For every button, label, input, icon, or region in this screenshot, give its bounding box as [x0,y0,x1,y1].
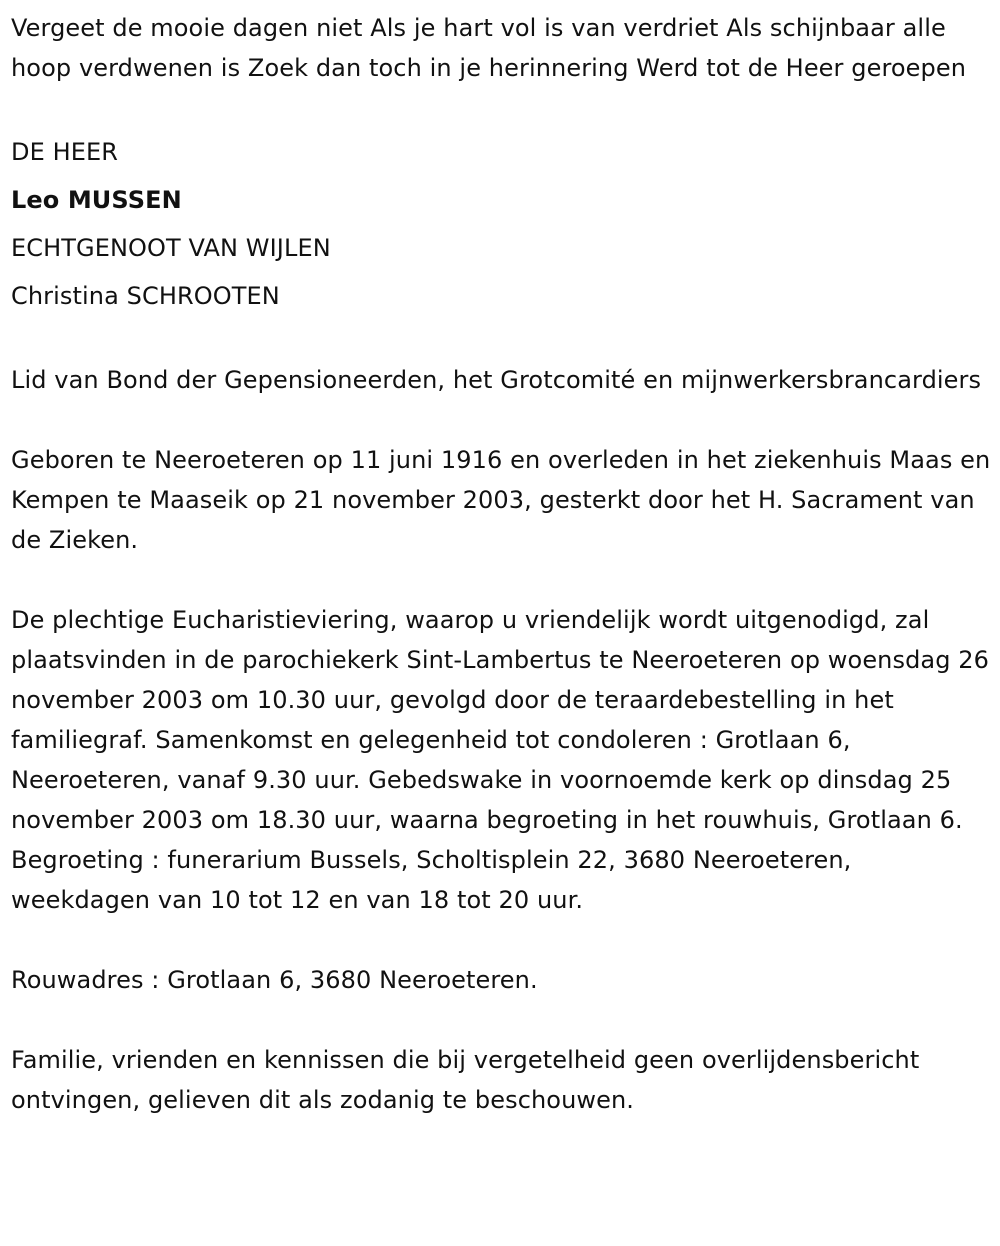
spacer [11,320,991,360]
spacer [11,88,991,128]
closing-paragraph: Familie, vrienden en kennissen die bij vergetelheid geen overlijdensbericht ontvingen, gelieven dit als zodanig te beschouwen. [11,1046,920,1114]
ceremony-paragraph: De plechtige Eucharistieviering, waarop u vriendelijk wordt uitgenodigd, zal plaatsvinden in de parochiekerk Sint-Lambertus te Neeroeteren op woensdag 26 november 2003 om 10.30 uur, gevolgd door de teraardebestelling in het familiegraf. Samenkomst en gelegenheid tot condoleren : Grotlaan 6, Neeroeteren, vanaf 9.30 uur. Gebedswake in voornoemde kerk op dinsdag 25 november 2003 om 18.30 uur, waarna begroeting in het rouwhuis, Grotlaan 6. Begroeting : funerarium Bussels, Scholtisplein 22, 3680 Neeroeteren, weekdagen van 10 tot 12 en van 18 tot 20 uur. [11,606,990,914]
birth-death-paragraph: Geboren te Neeroeteren op 11 juni 1916 en overleden in het ziekenhuis Maas en Kempen te Maaseik op 21 november 2003, gesterkt door het H. Sacrament van de Zieken. [11,446,991,554]
spacer [11,400,991,440]
title-prefix: DE HEER [11,138,119,166]
obituary-document [11,8,991,1120]
verse-paragraph: Vergeet de mooie dagen niet Als je hart vol is van verdriet Als schijnbaar alle hoop verdwenen is Zoek dan toch in je herinnering Werd tot de Heer geroepen [11,14,967,82]
deceased-name: Leo MUSSEN [11,186,182,214]
membership-paragraph: Lid van Bond der Gepensioneerden, het Grotcomité en mijnwerkersbrancardiers [11,366,982,394]
spouse-name: Christina SCHROOTEN [11,282,280,310]
spacer [11,560,991,600]
spacer [11,920,991,960]
address-paragraph: Rouwadres : Grotlaan 6, 3680 Neeroeteren. [11,966,538,994]
spacer [11,1000,991,1040]
relation-label: ECHTGENOOT VAN WIJLEN [11,234,331,262]
